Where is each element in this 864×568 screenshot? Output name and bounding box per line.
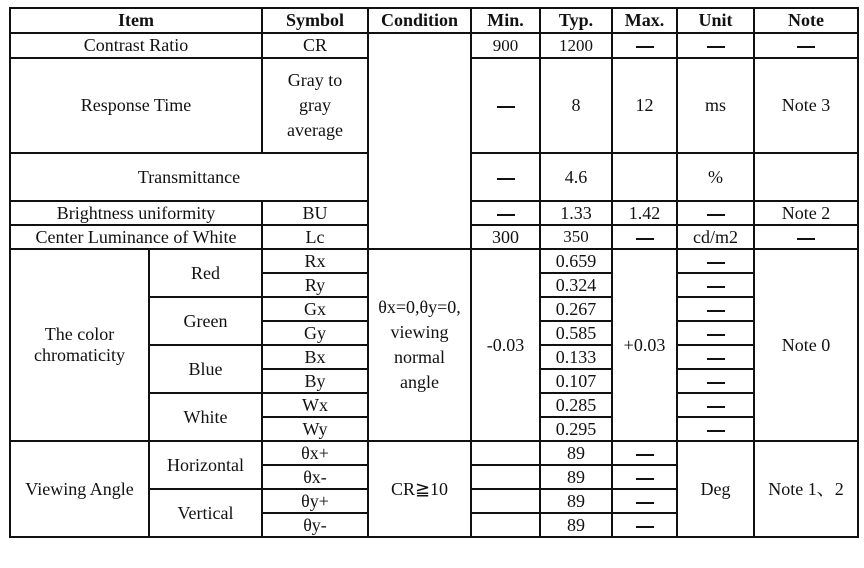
chroma-color-green: Green <box>149 297 262 345</box>
dash-mark <box>636 46 654 48</box>
chroma-unit <box>677 345 754 369</box>
dash-mark <box>707 358 725 360</box>
view-max <box>612 513 677 537</box>
response-typ: 8 <box>540 58 612 153</box>
chroma-min: -0.03 <box>471 249 540 441</box>
chroma-condition-line1: θx=0,θy=0, <box>378 297 461 317</box>
row-chroma-rx <box>10 249 858 273</box>
chroma-unit <box>677 249 754 273</box>
response-symbol-line3: average <box>287 120 343 140</box>
chroma-typ: 0.324 <box>540 273 612 297</box>
chroma-unit <box>677 273 754 297</box>
chroma-max: +0.03 <box>612 249 677 441</box>
chroma-typ: 0.285 <box>540 393 612 417</box>
dash-mark <box>797 46 815 48</box>
response-symbol <box>262 58 368 153</box>
dash-mark <box>636 526 654 528</box>
response-note: Note 3 <box>754 58 858 153</box>
dash-mark <box>707 262 725 264</box>
dash-mark <box>707 382 725 384</box>
chroma-color-red: Red <box>149 249 262 297</box>
dash-mark <box>707 46 725 48</box>
response-item: Response Time <box>10 58 262 153</box>
header-condition: Condition <box>368 8 471 33</box>
response-symbol-line1: Gray to <box>287 70 343 90</box>
chroma-condition-line3: normal <box>394 347 445 367</box>
chroma-color-blue: Blue <box>149 345 262 393</box>
chroma-condition <box>368 249 471 441</box>
dash-mark <box>636 238 654 240</box>
header-row <box>10 8 858 33</box>
chroma-symbol: Wx <box>262 393 368 417</box>
response-max: 12 <box>612 58 677 153</box>
chroma-item-line2: chromaticity <box>34 345 125 365</box>
contrast-min: 900 <box>471 33 540 58</box>
chroma-symbol: Wy <box>262 417 368 441</box>
view-typ: 89 <box>540 489 612 513</box>
luminance-max <box>612 225 677 249</box>
luminance-unit: cd/m2 <box>677 225 754 249</box>
transmittance-unit: % <box>677 153 754 201</box>
contrast-item: Contrast Ratio <box>10 33 262 58</box>
transmittance-typ: 4.6 <box>540 153 612 201</box>
view-max <box>612 465 677 489</box>
dash-mark <box>636 478 654 480</box>
view-max <box>612 441 677 465</box>
view-min-empty <box>471 513 540 537</box>
dash-mark <box>636 454 654 456</box>
chroma-symbol: Gx <box>262 297 368 321</box>
dash-mark <box>707 310 725 312</box>
dash-mark <box>797 238 815 240</box>
chroma-typ: 0.107 <box>540 369 612 393</box>
chroma-symbol: Gy <box>262 321 368 345</box>
view-note: Note 1、2 <box>754 441 858 537</box>
view-vertical: Vertical <box>149 489 262 537</box>
luminance-min: 300 <box>471 225 540 249</box>
contrast-symbol: CR <box>262 33 368 58</box>
row-view-xplus <box>10 441 858 465</box>
transmittance-max <box>612 153 677 201</box>
dash-mark <box>636 502 654 504</box>
luminance-note <box>754 225 858 249</box>
view-symbol: θx- <box>262 465 368 489</box>
chroma-typ: 0.659 <box>540 249 612 273</box>
chroma-color-white: White <box>149 393 262 441</box>
header-item: Item <box>10 8 262 33</box>
view-symbol: θx+ <box>262 441 368 465</box>
transmittance-min <box>471 153 540 201</box>
header-note: Note <box>754 8 858 33</box>
dash-mark <box>497 178 515 180</box>
chroma-unit <box>677 417 754 441</box>
transmittance-item: Transmittance <box>10 153 368 201</box>
chroma-unit <box>677 321 754 345</box>
chroma-symbol: Rx <box>262 249 368 273</box>
luminance-item: Center Luminance of White <box>10 225 262 249</box>
brightness-unit <box>677 201 754 225</box>
chroma-item <box>10 249 149 441</box>
brightness-item: Brightness uniformity <box>10 201 262 225</box>
view-max <box>612 489 677 513</box>
contrast-note <box>754 33 858 58</box>
view-min-empty <box>471 489 540 513</box>
chroma-item-line1: The color <box>44 324 115 345</box>
luminance-symbol: Lc <box>262 225 368 249</box>
view-symbol: θy- <box>262 513 368 537</box>
chroma-typ: 0.267 <box>540 297 612 321</box>
brightness-max: 1.42 <box>612 201 677 225</box>
luminance-typ: 350 <box>540 225 612 249</box>
dash-mark <box>707 286 725 288</box>
chroma-unit <box>677 393 754 417</box>
transmittance-note <box>754 153 858 201</box>
response-symbol-line2: gray <box>299 95 331 115</box>
view-condition: CR≧10 <box>368 441 471 537</box>
chroma-unit <box>677 297 754 321</box>
dash-mark <box>707 406 725 408</box>
view-item: Viewing Angle <box>10 441 149 537</box>
view-typ: 89 <box>540 441 612 465</box>
header-min: Min. <box>471 8 540 33</box>
optical-spec-table <box>9 7 859 538</box>
header-symbol: Symbol <box>262 8 368 33</box>
brightness-note: Note 2 <box>754 201 858 225</box>
view-horizontal: Horizontal <box>149 441 262 489</box>
dash-mark <box>707 214 725 216</box>
chroma-unit <box>677 369 754 393</box>
chroma-condition-line2: viewing <box>390 322 449 342</box>
chroma-symbol: By <box>262 369 368 393</box>
view-typ: 89 <box>540 513 612 537</box>
condition-top-empty <box>368 33 471 249</box>
chroma-typ: 0.133 <box>540 345 612 369</box>
view-typ: 89 <box>540 465 612 489</box>
header-max: Max. <box>612 8 677 33</box>
chroma-typ: 0.585 <box>540 321 612 345</box>
header-unit: Unit <box>677 8 754 33</box>
view-symbol: θy+ <box>262 489 368 513</box>
row-contrast-ratio <box>10 33 858 58</box>
chroma-symbol: Bx <box>262 345 368 369</box>
view-min-empty <box>471 465 540 489</box>
view-unit: Deg <box>677 441 754 537</box>
header-typ: Typ. <box>540 8 612 33</box>
brightness-typ: 1.33 <box>540 201 612 225</box>
brightness-symbol: BU <box>262 201 368 225</box>
chroma-note: Note 0 <box>754 249 858 441</box>
chroma-symbol: Ry <box>262 273 368 297</box>
chroma-typ: 0.295 <box>540 417 612 441</box>
view-min-empty <box>471 441 540 465</box>
dash-mark <box>707 430 725 432</box>
contrast-unit <box>677 33 754 58</box>
chroma-condition-line4: angle <box>400 372 439 392</box>
contrast-typ: 1200 <box>540 33 612 58</box>
response-unit: ms <box>677 58 754 153</box>
dash-mark <box>497 106 515 108</box>
response-min <box>471 58 540 153</box>
dash-mark <box>497 214 515 216</box>
brightness-min <box>471 201 540 225</box>
contrast-max <box>612 33 677 58</box>
dash-mark <box>707 334 725 336</box>
